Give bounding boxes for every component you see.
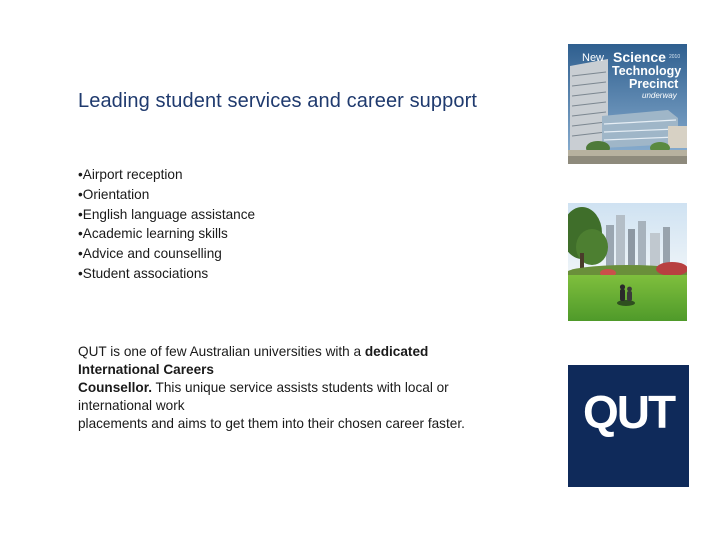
bullet-list xyxy=(78,165,255,284)
park-photo-image xyxy=(568,203,687,321)
poster-word-year: 2010 xyxy=(669,54,681,60)
park-illustration xyxy=(568,203,687,321)
poster-word-science: Science xyxy=(613,49,666,65)
para-line-5: placements and aims to get them into their chosen career faster. xyxy=(78,416,465,431)
bullet-item: • Airport reception xyxy=(78,165,255,185)
bullet-item: • English language assistance xyxy=(78,205,255,225)
qut-wordmark: QUT xyxy=(582,386,675,438)
poster-word-technology: Technology xyxy=(612,64,682,78)
careers-paragraph xyxy=(78,343,518,433)
para-text: QUT is one of few Australian universities with a xyxy=(78,344,365,359)
bullet-item: • Student associations xyxy=(78,264,255,284)
slide-title: Leading student services and career support xyxy=(78,90,477,112)
para-line-3 xyxy=(78,379,518,397)
qut-logo xyxy=(568,365,689,487)
science-precinct-poster-image xyxy=(568,44,687,164)
para-text: This unique service assists students with local or xyxy=(152,380,449,395)
poster-word-new: New xyxy=(582,52,605,64)
bullet-item: • Advice and counselling xyxy=(78,244,255,264)
poster-word-precinct: Precinct xyxy=(629,77,679,91)
para-bold-text: Counsellor. xyxy=(78,380,153,395)
bullet-item: • Orientation xyxy=(78,185,255,205)
bullet-item: • Academic learning skills xyxy=(78,224,255,244)
para-line-4: international work xyxy=(78,398,185,413)
poster-word-underway: underway xyxy=(642,91,677,100)
para-bold-text: International Careers xyxy=(78,362,214,377)
para-line-2 xyxy=(78,361,518,379)
para-line-1 xyxy=(78,343,518,361)
para-bold-text: dedicated xyxy=(364,344,429,359)
